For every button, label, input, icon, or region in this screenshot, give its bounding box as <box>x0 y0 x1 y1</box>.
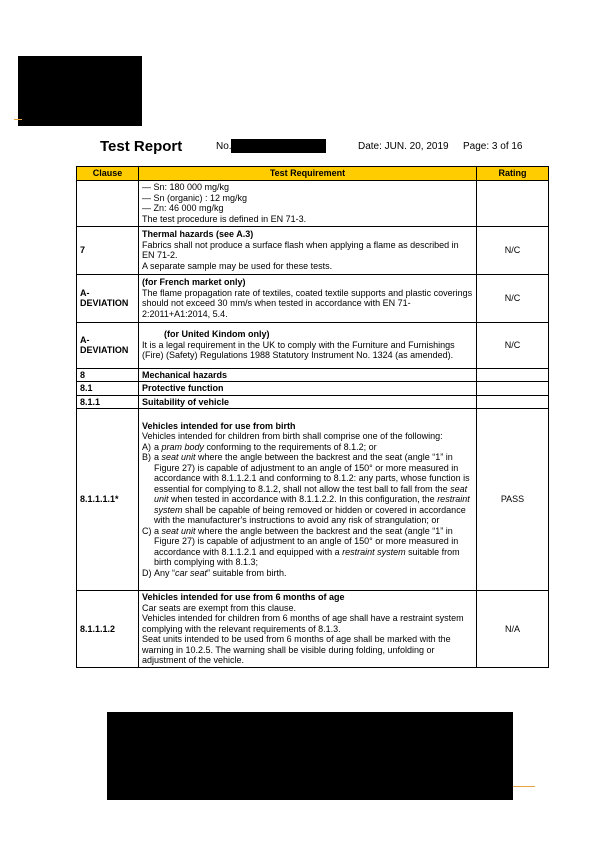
redacted-report-number <box>231 139 326 153</box>
requirement-title: Mechanical hazards <box>139 368 477 382</box>
table-row <box>77 180 549 226</box>
rating-cell <box>477 180 549 226</box>
requirement-title: Protective function <box>139 382 477 396</box>
clause-cell: 8.1 <box>77 382 139 396</box>
requirement-text: Car seats are exempt from this clause. <box>142 602 297 613</box>
requirement-text: It is a legal requirement in the UK to comply with the Furniture and Furnishings (Fire) (Safety) Regulations 1988 Statutory Instrument No. 1324 (as amended). <box>142 339 455 361</box>
requirement-title: Suitability of vehicle <box>139 395 477 409</box>
clause-cell: 8.1.1.1.2 <box>77 591 139 668</box>
defined-term: restraint system <box>154 494 470 515</box>
redacted-footer <box>107 712 513 800</box>
rating-cell: PASS <box>477 409 549 591</box>
requirement-text: Vehicles intended for children from birth shall comprise one of the following: <box>142 431 443 442</box>
defined-term: seat unit <box>161 452 196 463</box>
requirement-line: The test procedure is defined in EN 71-3. <box>142 213 307 224</box>
table-row <box>77 591 549 668</box>
table-row <box>77 274 549 322</box>
page-number: Page: 3 of 16 <box>463 141 523 152</box>
list-marker: C) <box>142 525 152 536</box>
clause-cell: 8.1.1.1.1* <box>77 409 139 591</box>
column-header-rating: Rating <box>477 167 549 181</box>
requirement-title: Thermal hazards (see A.3) <box>142 229 254 239</box>
requirement-cell <box>139 322 477 368</box>
redacted-logo <box>18 56 142 126</box>
clause-cell: 7 <box>77 226 139 274</box>
column-header-clause: Clause <box>77 167 139 181</box>
defined-term: seat unit <box>161 525 196 536</box>
clause-cell: 8.1.1 <box>77 395 139 409</box>
requirement-line: — Zn: 46 000 mg/kg <box>142 203 224 213</box>
requirement-title: (for United Kindom only) <box>164 329 270 340</box>
requirement-line: — Sn (organic) : 12 mg/kg <box>142 192 248 203</box>
list-marker: B) <box>142 452 151 463</box>
rating-cell: N/A <box>477 591 549 668</box>
requirement-line: — Sn: 180 000 mg/kg <box>142 182 230 192</box>
defined-term: pram body <box>161 441 205 452</box>
list-item: D) Any “car seat” suitable from birth. <box>142 567 287 578</box>
table-row <box>77 395 549 409</box>
rating-cell <box>477 395 549 409</box>
requirement-text: Seat units intended to be used from 6 months of age shall be marked with the warning in 10.2.5. The warning shall be visible during folding, unfolding or adjustment of the vehicle. <box>142 634 451 665</box>
report-title: Test Report <box>100 138 183 155</box>
clause-cell: A-DEVIATION <box>77 274 139 322</box>
requirement-title: (for French market only) <box>142 277 246 287</box>
requirement-title: Vehicles intended for use from birth <box>142 420 296 431</box>
header-rule <box>14 119 22 120</box>
list-item: B) a seat unit where the angle between the backrest and the seat (angle “1” in Figure 27) is capable of adjustment to an angle of 150° or more measured in accordance with 8.1.1.2.1 and conforming to 8.1.2: any parts, whose function is essential for complying to 8.1.2, shall not allow the test ball to fall from the seat unit when tested in accordance with 8.1.1.2.2. In this configuration, the restraint system shall be capable of being removed or hidden or covered in accordance with the manufacturer's instructions to avoid any risk of strangulation; or <box>142 452 470 526</box>
rating-cell: N/C <box>477 226 549 274</box>
requirement-text: Fabrics shall not produce a surface flash when applying a flame as described in EN 71-2. <box>142 239 459 260</box>
report-date: Date: JUN. 20, 2019 <box>358 141 449 152</box>
requirements-table <box>76 166 549 668</box>
requirement-cell <box>139 409 477 591</box>
rating-cell <box>477 368 549 382</box>
clause-cell: A-DEVIATION <box>77 322 139 368</box>
requirement-text: The flame propagation rate of textiles, coated textile supports and plastic coverings should not exceed 30 mm/s when tested in accordance with EN 71-2:2011+A1:2014, 5.4. <box>142 287 473 319</box>
list-marker: D) <box>142 567 152 578</box>
table-row <box>77 409 549 591</box>
report-number-label: No.: <box>216 141 235 152</box>
rating-cell: N/C <box>477 322 549 368</box>
column-header-requirement: Test Requirement <box>139 167 477 181</box>
table-row <box>77 226 549 274</box>
table-row <box>77 382 549 396</box>
requirement-cell <box>139 274 477 322</box>
clause-cell <box>77 180 139 226</box>
requirement-cell <box>139 180 477 226</box>
rating-cell: N/C <box>477 274 549 322</box>
footer-rule <box>513 786 535 787</box>
requirement-cell <box>139 226 477 274</box>
rating-cell <box>477 382 549 396</box>
table-row <box>77 322 549 368</box>
defined-term: seat unit <box>154 483 468 505</box>
defined-term: car seat <box>175 567 208 578</box>
requirement-text: Vehicles intended for children from 6 months of age shall have a restraint system complying with the relevant requirements of 8.1.3. <box>142 613 464 634</box>
requirement-text: A separate sample may be used for these tests. <box>142 260 333 271</box>
requirement-title: Vehicles intended for use from 6 months of age <box>142 592 345 602</box>
clause-cell: 8 <box>77 368 139 382</box>
table-header-row <box>77 167 549 181</box>
table-row <box>77 368 549 382</box>
requirement-cell <box>139 591 477 668</box>
list-item: C) a seat unit where the angle between the backrest and the seat (angle “1” in Figure 27) is capable of adjustment to an angle of 150° or more measured in accordance with 8.1.1.2.1 and equipped with a restraint system suitable from birth complying with 8.1.3; <box>142 525 460 568</box>
defined-term: restraint system <box>342 546 406 557</box>
list-marker: A) <box>142 441 151 452</box>
list-item: A) a pram body conforming to the requirements of 8.1.2; or <box>142 441 377 452</box>
